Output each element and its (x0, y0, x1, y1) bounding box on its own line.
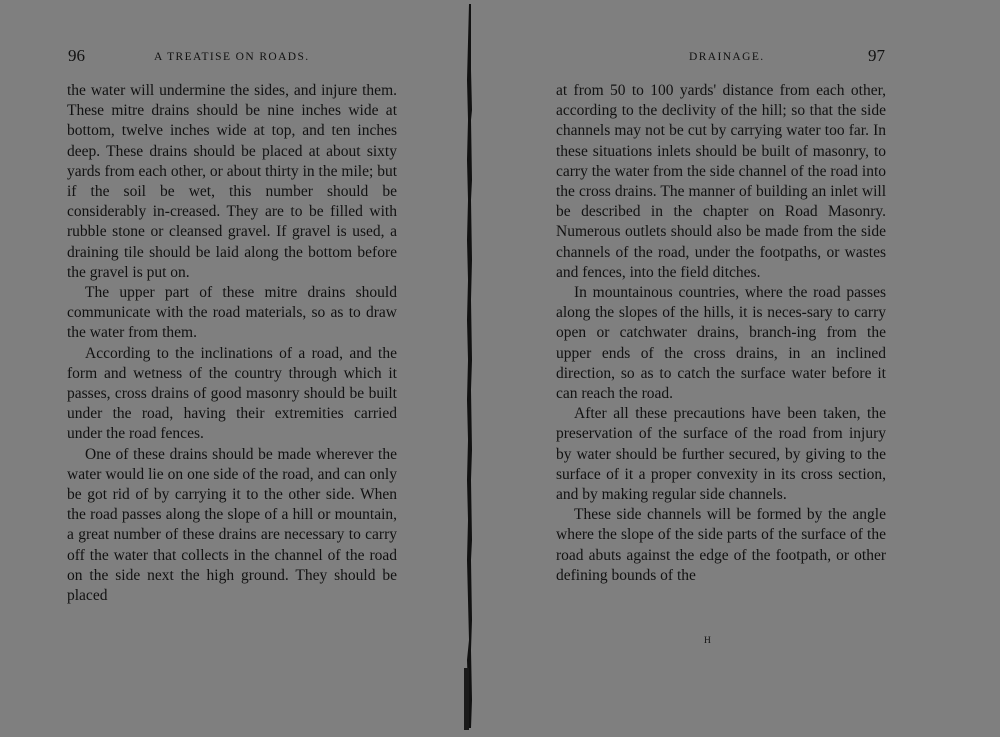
paragraph: One of these drains should be made wherever the water would lie on one side of the road, and can only be got rid of by carrying it to the other side. When the road passes along the slope of a hill or mountain, a great number of these drains are necessary to carry off the water that collects in the channel of the road on the side next the high ground. They should be placed (67, 445, 397, 605)
right-page-number: 97 (868, 46, 885, 65)
paragraph: After all these precautions have been taken, the preservation of the surface of the road from injury by water should be further secured, by giving to the surface of it a proper convexity in its cross section, and by making regular side channels. (556, 405, 886, 504)
paragraph: In mountainous countries, where the road passes along the slopes of the hills, it is neces-sary to carry open or catchwater drains, branch-ing from the upper ends of the cross drains, in an inclined direction, so as to catch the surface water before it can reach the road. (556, 284, 886, 403)
paragraph: at from 50 to 100 yards' distance from each other, according to the declivity of the hill; so that the side channels may not be cut by carrying water too far. In these situations inlets should be built of masonry, to carry the water from the side channel of the road into the cross drains. The manner of building an inlet will be described in the chapter on Road Masonry. Numerous outlets should also be made from the side channels of the road, under the footpaths, or wastes and fences, into the field ditches. (556, 82, 886, 281)
right-page (556, 0, 886, 732)
left-page (67, 0, 397, 732)
left-running-title: A TREATISE ON ROADS. (154, 51, 310, 63)
book-gutter-shadow (460, 0, 480, 732)
signature-mark: H (704, 636, 712, 646)
paragraph: According to the inclinations of a road, and the form and wetness of the country through which it passes, cross drains of good masonry should be built under the road, having their extremities carried under the road fences. (67, 344, 397, 443)
right-running-head (556, 46, 886, 70)
left-page-number: 96 (68, 46, 85, 65)
right-page-text (556, 81, 886, 586)
paragraph: These side channels will be formed by the angle where the slope of the side parts of the surface of the road abuts against the edge of the footpath, or other defining bounds of the (556, 506, 886, 584)
left-running-head (67, 46, 397, 70)
right-running-title: DRAINAGE. (689, 51, 765, 63)
paragraph: the water will undermine the sides, and injure them. These mitre drains should be nine inches wide at bottom, twelve inches wide at top, and ten inches deep. These drains should be placed at about sixty yards from each other, or about thirty in the mile; but if the soil be wet, this number should be considerably in-creased. They are to be filled with rubble stone or cleansed gravel. If gravel is used, a draining tile should be laid along the bottom before the gravel is put on. (67, 82, 397, 281)
left-page-text (67, 81, 397, 606)
paragraph: The upper part of these mitre drains should communicate with the road materials, so as to draw the water from them. (67, 284, 397, 342)
